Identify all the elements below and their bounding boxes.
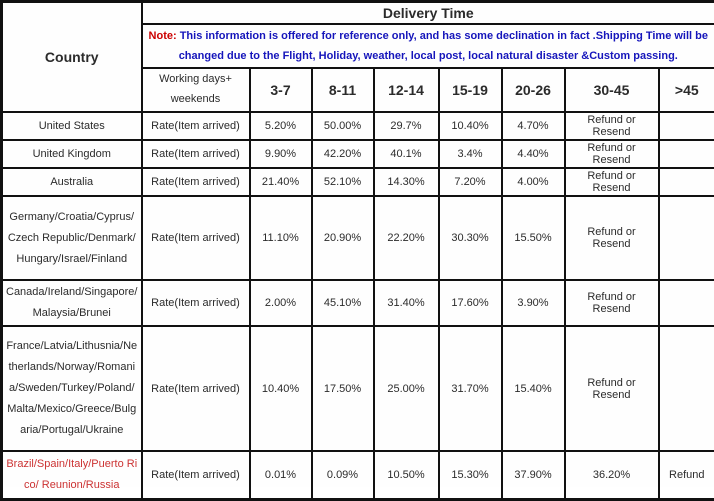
column-header: 20-26	[502, 68, 565, 112]
value-cell: Refund or Resend	[565, 326, 659, 451]
rate-label-cell: Rate(Item arrived)	[142, 168, 250, 196]
value-cell: Refund or Resend	[565, 280, 659, 326]
value-cell: 29.7%	[374, 112, 439, 140]
country-cell: Canada/Ireland/Singapore/Malaysia/Brunei	[2, 280, 142, 326]
value-cell	[659, 280, 714, 326]
value-cell: 20.90%	[312, 196, 374, 280]
value-cell: 15.50%	[502, 196, 565, 280]
value-cell: 17.50%	[312, 326, 374, 451]
country-cell: France/Latvia/Lithusnia/Netherlands/Norway/Romania/Sweden/Turkey/Poland/Malta/Mexico/Greece/Bulgaria/Portugal/Ukraine	[2, 326, 142, 451]
value-cell: 45.10%	[312, 280, 374, 326]
value-cell: 30.30%	[439, 196, 502, 280]
value-cell: 4.00%	[502, 168, 565, 196]
note-text: This information is offered for reference only, and has some declination in fact .Shipping Time will be changed due to the Flight, Holiday, weather, local post, local natural disaster &Custom passing.	[177, 30, 708, 62]
value-cell: 52.10%	[312, 168, 374, 196]
column-header: Working days+ weekends	[142, 68, 250, 112]
column-header: 30-45	[565, 68, 659, 112]
value-cell: 36.20%	[565, 451, 659, 499]
value-cell: 3.4%	[439, 140, 502, 168]
country-cell: Germany/Croatia/Cyprus/Czech Republic/Denmark/Hungary/Israel/Finland	[2, 196, 142, 280]
value-cell: 14.30%	[374, 168, 439, 196]
value-cell: 11.10%	[250, 196, 312, 280]
country-cell: United Kingdom	[2, 140, 142, 168]
table-row	[2, 451, 714, 499]
value-cell: 15.40%	[502, 326, 565, 451]
table-row	[2, 196, 714, 280]
title-row	[2, 2, 714, 24]
value-cell: 3.90%	[502, 280, 565, 326]
value-cell: 22.20%	[374, 196, 439, 280]
table-title: Delivery Time	[142, 2, 714, 24]
rate-label-cell: Rate(Item arrived)	[142, 196, 250, 280]
value-cell	[659, 326, 714, 451]
value-cell: 9.90%	[250, 140, 312, 168]
column-header: >45	[659, 68, 714, 112]
value-cell: 0.01%	[250, 451, 312, 499]
table-body	[2, 112, 714, 499]
table-row	[2, 326, 714, 451]
value-cell	[659, 168, 714, 196]
rate-label-cell: Rate(Item arrived)	[142, 280, 250, 326]
value-cell	[659, 112, 714, 140]
value-cell: Refund or Resend	[565, 140, 659, 168]
value-cell: 21.40%	[250, 168, 312, 196]
value-cell: 31.70%	[439, 326, 502, 451]
table-row	[2, 280, 714, 326]
column-header: 8-11	[312, 68, 374, 112]
value-cell: Refund or Resend	[565, 196, 659, 280]
note-cell	[142, 24, 714, 69]
value-cell: Refund or Resend	[565, 168, 659, 196]
value-cell	[659, 140, 714, 168]
value-cell: 0.09%	[312, 451, 374, 499]
value-cell: 2.00%	[250, 280, 312, 326]
value-cell: 4.70%	[502, 112, 565, 140]
value-cell: 25.00%	[374, 326, 439, 451]
value-cell: 50.00%	[312, 112, 374, 140]
value-cell: 10.40%	[250, 326, 312, 451]
value-cell: 31.40%	[374, 280, 439, 326]
rate-label-cell: Rate(Item arrived)	[142, 140, 250, 168]
value-cell: 37.90%	[502, 451, 565, 499]
value-cell	[659, 196, 714, 280]
rate-label-cell: Rate(Item arrived)	[142, 326, 250, 451]
value-cell: 10.40%	[439, 112, 502, 140]
value-cell: 7.20%	[439, 168, 502, 196]
table-row	[2, 168, 714, 196]
value-cell: Refund or Resend	[565, 112, 659, 140]
rate-label-cell: Rate(Item arrived)	[142, 112, 250, 140]
value-cell: 10.50%	[374, 451, 439, 499]
country-column-header: Country	[2, 2, 142, 113]
column-header: 12-14	[374, 68, 439, 112]
value-cell: 5.20%	[250, 112, 312, 140]
column-header: 3-7	[250, 68, 312, 112]
rate-label-cell: Rate(Item arrived)	[142, 451, 250, 499]
value-cell: 40.1%	[374, 140, 439, 168]
country-cell: Brazil/Spain/Italy/Puerto Rico/ Reunion/Russia	[2, 451, 142, 499]
value-cell: 4.40%	[502, 140, 565, 168]
note-prefix-label: Note:	[149, 30, 177, 42]
value-cell: 42.20%	[312, 140, 374, 168]
country-cell: United States	[2, 112, 142, 140]
value-cell: Refund	[659, 451, 714, 499]
column-header: 15-19	[439, 68, 502, 112]
value-cell: 15.30%	[439, 451, 502, 499]
table-row	[2, 112, 714, 140]
value-cell: 17.60%	[439, 280, 502, 326]
table-row	[2, 140, 714, 168]
country-cell: Australia	[2, 168, 142, 196]
